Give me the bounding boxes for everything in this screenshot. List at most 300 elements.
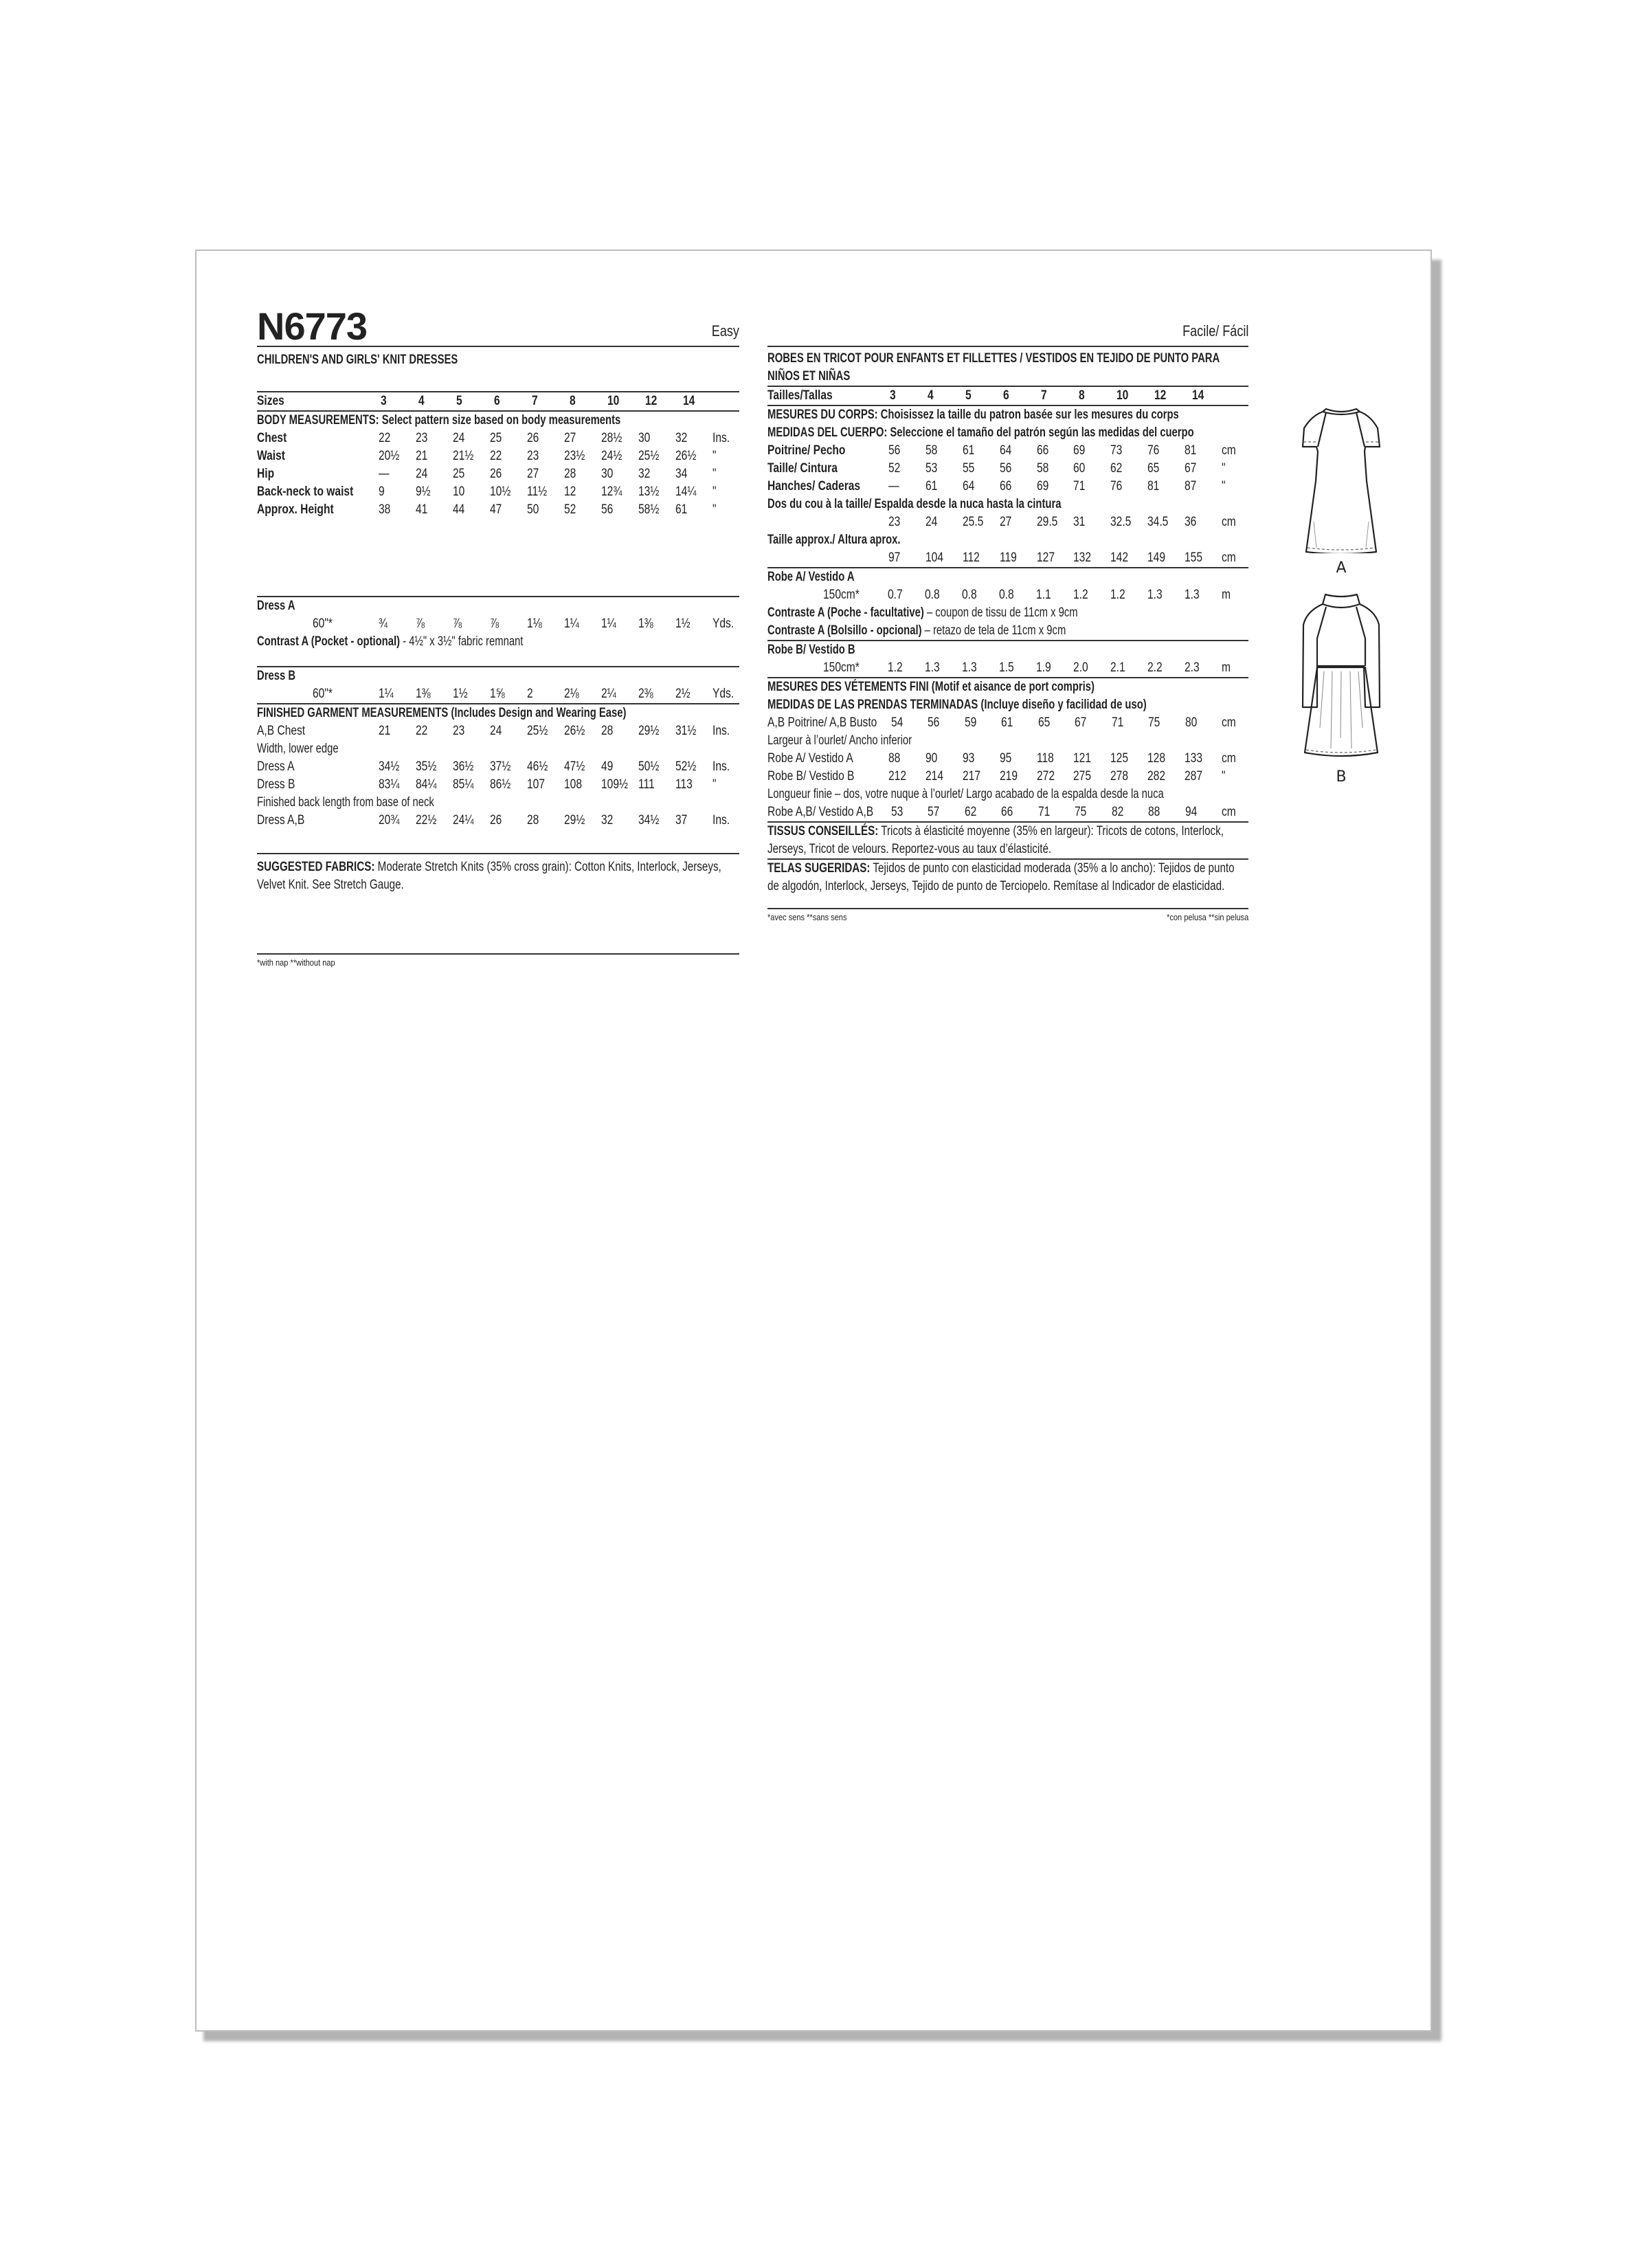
cell: 53 — [891, 805, 904, 819]
cell: 88 — [1148, 805, 1160, 819]
finished-poitrine-row — [767, 714, 1248, 732]
tissus-text: Tricots à élasticité moyenne (35% en largeur): Tricots de cotons, Interlock, Jerseys, Tricot de velours. Reportez-vous au taux d’élasticité. — [767, 824, 1224, 856]
row-label: A,B Chest — [257, 724, 306, 738]
cell: 1⅜ — [638, 616, 653, 631]
finished-heading-fr-bold: MESURES DES VÉTEMENTS FINI — [767, 680, 929, 694]
row-label: Back-neck to waist — [257, 485, 354, 499]
cell: 24 — [926, 515, 938, 529]
cell: 1¼ — [601, 616, 616, 631]
size: 4 — [418, 394, 425, 408]
cell: 80 — [1185, 715, 1197, 730]
finished-heading-es — [767, 696, 1248, 714]
unit: " — [1221, 461, 1226, 476]
unit: cm — [1221, 515, 1236, 529]
cell: 1.3 — [1147, 588, 1163, 602]
cell: 118 — [1036, 751, 1054, 766]
cell: 65 — [1037, 715, 1051, 730]
cell: — — [378, 467, 390, 481]
unit: " — [1221, 479, 1226, 493]
cell: 27 — [999, 515, 1012, 529]
cell: 26 — [489, 813, 502, 827]
cell: 12¾ — [601, 485, 622, 499]
cell: 31 — [1073, 515, 1086, 529]
cell: 86½ — [489, 777, 511, 792]
unit: " — [712, 502, 717, 517]
header-en — [257, 306, 739, 346]
cell: 25 — [452, 467, 465, 481]
cell: 275 — [1073, 769, 1092, 783]
cell: 20½ — [378, 449, 400, 463]
finished-heading-es-bold: MEDIDAS DE LAS PRENDAS TERMINADAS — [767, 698, 978, 712]
size: 10 — [607, 394, 620, 408]
cell: 76 — [1110, 479, 1123, 493]
telas-text: Tejidos de punto con elasticidad moderada (35% a lo ancho): Tejidos de punto de algodón, Interlock, Jerseys, Tejido de punto de Terciopelo. Remítase al Indicador de elasticidad. — [767, 861, 1235, 893]
size: 8 — [570, 394, 576, 408]
row-label: Dress A,B — [257, 813, 305, 827]
cell: — — [888, 479, 899, 493]
cell: 57 — [928, 805, 940, 819]
cell: 0.8 — [961, 588, 977, 602]
cell: 23 — [452, 724, 465, 738]
cell: 62 — [1110, 461, 1123, 476]
cell: 29½ — [563, 813, 585, 827]
cell: 24 — [489, 724, 502, 738]
cell: 55 — [962, 461, 975, 476]
cell: 49 — [601, 759, 614, 774]
cell: 58½ — [638, 502, 660, 517]
dress-b-yardage-row — [257, 685, 739, 703]
cell: ⅞ — [415, 616, 425, 631]
body-heading-fr: MESURES DU CORPS: Choisissez la taille du patron basée sur les mesures du corps — [767, 408, 1179, 422]
cell: 50½ — [638, 759, 660, 774]
cell: 26 — [526, 431, 539, 445]
cell: 20¾ — [378, 813, 400, 827]
cell: 2.3 — [1184, 660, 1200, 675]
cell: 1.2 — [887, 660, 903, 675]
size: 10 — [1117, 388, 1129, 403]
sizes-label: Tailles/Tallas — [767, 388, 833, 403]
cell: 28½ — [601, 431, 622, 445]
row-label: Poitrine/ Pecho — [767, 443, 846, 458]
back-neck-heading-fr-es: Dos du cou à la taille/ Espalda desde la nuca hasta la cintura — [767, 497, 1062, 511]
unit: " — [712, 449, 717, 463]
cell: 1⅜ — [415, 687, 431, 701]
cell: 0.8 — [924, 588, 940, 602]
view-a — [1293, 402, 1389, 577]
cell: 2.2 — [1147, 660, 1163, 675]
row-label: Taille/ Cintura — [767, 461, 838, 476]
view-illustrations — [1293, 402, 1389, 786]
cell: 1.3 — [1184, 588, 1200, 602]
finished-heading-fr — [767, 678, 1248, 696]
sizes-header-row — [257, 392, 739, 410]
cell: 14¼ — [675, 485, 697, 499]
cell: 22 — [378, 431, 391, 445]
cell: 26½ — [675, 449, 697, 463]
cell: 66 — [999, 479, 1012, 493]
cell: 30 — [601, 467, 614, 481]
body-heading-es: MEDIDAS DEL CUERPO: Seleccione el tamaño del patrón según las medidas del cuerpo — [767, 425, 1194, 440]
divider — [767, 346, 1248, 347]
cell: 108 — [563, 777, 582, 792]
cell: 2¼ — [601, 687, 616, 701]
cell: 26½ — [563, 724, 585, 738]
cell: 87 — [1184, 479, 1197, 493]
fabric-width: 150cm* — [822, 588, 860, 602]
cell: 24 — [415, 467, 428, 481]
pattern-envelope-back — [195, 249, 1432, 2032]
cell: 61 — [926, 479, 938, 493]
cell: 12 — [563, 485, 576, 499]
cell: 35½ — [415, 759, 437, 774]
cell: 88 — [888, 751, 901, 766]
pattern-code: N6773 — [257, 304, 368, 348]
unit: Ins. — [712, 813, 730, 827]
cell: 47 — [489, 502, 502, 517]
cell: 93 — [962, 751, 975, 766]
cell: 61 — [1001, 715, 1013, 730]
row-label: A,B Poitrine/ A,B Busto — [767, 715, 877, 730]
contrast-a-note — [257, 633, 739, 651]
body-row-chest — [257, 430, 739, 447]
difficulty-label: Easy — [711, 322, 739, 340]
contrast-label-es: Contraste A (Bolsillo - opcional) — [767, 623, 922, 638]
divider — [767, 908, 1248, 909]
cell: 27 — [563, 431, 576, 445]
tissus-conseilles — [767, 823, 1248, 858]
cell: 84¼ — [415, 777, 437, 792]
size: 7 — [1041, 388, 1047, 403]
cell: 9½ — [415, 485, 431, 499]
cell: 54 — [891, 715, 904, 730]
cell: 28 — [601, 724, 614, 738]
size: 7 — [532, 394, 538, 408]
pattern-title-fr-es: ROBES EN TRICOT POUR ENFANTS ET FILLETTES / VESTIDOS EN TEJIDO DE PUNTO PARA NIÑOS ET NIÑAS — [767, 351, 1220, 383]
cell: 27 — [526, 467, 539, 481]
cell: 56 — [928, 715, 940, 730]
suggested-fabrics-text: Moderate Stretch Knits (35% cross grain): Cotton Knits, Interlock, Jerseys, Velvet Knit. See Stretch Gauge. — [257, 860, 721, 892]
footnote-fr: *avec sens **sans sens — [767, 912, 847, 922]
cell: 127 — [1036, 551, 1055, 565]
unit: cm — [1221, 551, 1236, 565]
difficulty-label-fr-es: Facile/ Fácil — [1182, 322, 1248, 340]
row-label: Waist — [257, 449, 285, 463]
dress-a-heading: Dress A — [257, 599, 295, 613]
cell: ⅞ — [452, 616, 462, 631]
suggested-fabrics-heading: SUGGESTED FABRICS: — [257, 860, 375, 874]
cell: 29.5 — [1036, 515, 1057, 529]
size: 8 — [1079, 388, 1085, 403]
contrast-label-fr: Contraste A (Poche - facultative) — [767, 605, 924, 620]
cell: 1.1 — [1035, 588, 1051, 602]
cell: 282 — [1147, 769, 1166, 783]
cell: 1⅝ — [489, 687, 505, 701]
cell: 66 — [1001, 805, 1013, 819]
size: 4 — [928, 388, 934, 403]
cell: 10 — [452, 485, 465, 499]
cell: 0.8 — [998, 588, 1014, 602]
cell: 214 — [926, 769, 944, 783]
cell: 71 — [1111, 715, 1124, 730]
cell: 2 — [526, 687, 533, 701]
size: 5 — [456, 394, 462, 408]
cell: 2½ — [675, 687, 691, 701]
cell: 29½ — [638, 724, 660, 738]
robe-a-heading: Robe A/ Vestido A — [767, 570, 855, 584]
cell: 82 — [1111, 805, 1124, 819]
cell: 1⅛ — [526, 616, 542, 631]
unit: m — [1221, 660, 1231, 675]
cell: 50 — [526, 502, 539, 517]
cell: 69 — [1073, 443, 1086, 458]
cell: 219 — [999, 769, 1018, 783]
cell: 13½ — [638, 485, 660, 499]
cell: 32 — [675, 431, 688, 445]
unit: m — [1221, 588, 1231, 602]
dress-a-short-sleeve-icon — [1297, 402, 1386, 553]
finished-dress-a-row — [257, 758, 739, 776]
cell: 32.5 — [1110, 515, 1132, 529]
cell: 21 — [415, 449, 428, 463]
contrast-text-fr: – coupon de tissu de 11cm x 9cm — [923, 605, 1078, 620]
cell: 56 — [999, 461, 1012, 476]
row-label: Robe B/ Vestido B — [767, 769, 855, 783]
finished-length-heading: Finished back length from base of neck — [257, 795, 434, 810]
cell: 97 — [888, 551, 901, 565]
cell: 1½ — [675, 616, 691, 631]
cell: 38 — [378, 502, 391, 517]
cell: 34½ — [638, 813, 660, 827]
dress-b-heading: Dress B — [257, 669, 296, 683]
height-heading-fr-es: Taille approx./ Altura aprox. — [767, 533, 901, 547]
tissus-heading: TISSUS CONSEILLÉS: — [767, 824, 879, 838]
cell: 32 — [638, 467, 651, 481]
cell: 65 — [1147, 461, 1160, 476]
row-label: Robe A/ Vestido A — [767, 751, 853, 766]
row-label: Hanches/ Caderas — [767, 479, 861, 493]
cell: 1.5 — [998, 660, 1014, 675]
width-heading-fr-es: Largeur à l’ourlet/ Ancho inferior — [767, 733, 912, 748]
cell: 272 — [1036, 769, 1055, 783]
cell: 67 — [1075, 715, 1087, 730]
cell: 64 — [999, 443, 1012, 458]
cell: 24½ — [601, 449, 622, 463]
cell: 278 — [1110, 769, 1129, 783]
unit: Ins. — [712, 759, 730, 774]
cell: 1.3 — [924, 660, 940, 675]
cell: 32 — [601, 813, 614, 827]
cell: 25½ — [526, 724, 548, 738]
cell: 212 — [888, 769, 907, 783]
view-b-label: B — [1336, 768, 1347, 786]
footnote-es: *con pelusa **sin pelusa — [1166, 912, 1248, 922]
body-row-hanches — [767, 478, 1248, 496]
cell: 112 — [962, 551, 980, 565]
cell: 132 — [1073, 551, 1092, 565]
cell: 24 — [452, 431, 465, 445]
body-row-taille — [767, 460, 1248, 478]
size: 3 — [381, 394, 387, 408]
cell: 37 — [675, 813, 688, 827]
cell: 26 — [489, 467, 502, 481]
cell: ⅞ — [489, 616, 499, 631]
dress-a-yardage-row — [257, 615, 739, 633]
french-spanish-column — [767, 306, 1248, 922]
telas-sugeridas — [767, 860, 1248, 896]
cell: 81 — [1184, 443, 1197, 458]
cell: 11½ — [526, 485, 547, 499]
cell: 2.1 — [1110, 660, 1125, 675]
unit: " — [712, 777, 717, 792]
contrast-note-fr — [767, 604, 1248, 622]
width-lower-edge-heading: Width, lower edge — [257, 742, 339, 756]
body-row-height — [257, 501, 739, 519]
fabric-width: 150cm* — [822, 660, 860, 675]
cell: 128 — [1147, 751, 1166, 766]
cell: 41 — [415, 502, 428, 517]
size: 6 — [1003, 388, 1009, 403]
cell: 30 — [638, 431, 651, 445]
cell: 75 — [1075, 805, 1087, 819]
body-row-waist — [257, 447, 739, 465]
pattern-title: CHILDREN'S AND GIRLS' KNIT DRESSES — [257, 353, 458, 367]
unit: " — [712, 485, 717, 499]
unit: " — [712, 467, 717, 481]
cell: 95 — [999, 751, 1012, 766]
body-measurements-heading: BODY MEASUREMENTS: Select pattern size based on body measurements — [257, 413, 621, 427]
size: 14 — [683, 394, 695, 408]
cell: 52 — [888, 461, 901, 476]
cell: 90 — [926, 751, 938, 766]
cell: 125 — [1110, 751, 1129, 766]
cell: 75 — [1148, 715, 1160, 730]
cell: 1.9 — [1035, 660, 1051, 675]
cell: 64 — [962, 479, 975, 493]
body-row-hip — [257, 465, 739, 483]
cell: 62 — [964, 805, 977, 819]
row-label: Approx. Height — [257, 502, 334, 517]
cell: ¾ — [378, 616, 388, 631]
cell: 31½ — [675, 724, 697, 738]
unit: cm — [1222, 715, 1236, 730]
finished-robe-b-row — [767, 768, 1248, 786]
footnotes-fr-es — [767, 912, 1248, 922]
cell: 61 — [675, 502, 688, 517]
cell: 37½ — [489, 759, 511, 774]
contrast-a-text: - 4½" x 3½" fabric remnant — [400, 634, 524, 649]
finished-robe-a-row — [767, 750, 1248, 768]
size: 12 — [645, 394, 658, 408]
cell: 133 — [1184, 751, 1202, 766]
unit: cm — [1221, 443, 1236, 458]
body-row-poitrine — [767, 442, 1248, 460]
cell: 28 — [526, 813, 539, 827]
header-fr-es — [767, 306, 1248, 346]
unit: Ins. — [712, 431, 730, 445]
size: 14 — [1192, 388, 1204, 403]
cell: 1¼ — [378, 687, 394, 701]
cell: 60 — [1073, 461, 1086, 476]
cell: 36½ — [452, 759, 474, 774]
length-heading-fr-es: Longueur finie – dos, votre nuque à l’ourlet/ Largo acabado de la espalda desde la nuca — [767, 787, 1164, 801]
fabric-width: 60"* — [312, 616, 333, 631]
cell: 81 — [1147, 479, 1160, 493]
cell: 107 — [526, 777, 545, 792]
cell: 287 — [1184, 769, 1202, 783]
cell: 23 — [526, 449, 539, 463]
finished-measurements-heading: FINISHED GARMENT MEASUREMENTS (Includes Design and Wearing Ease) — [257, 706, 627, 720]
cell: 2⅜ — [638, 687, 653, 701]
english-column — [257, 306, 739, 968]
divider — [257, 953, 739, 955]
cell: 1.2 — [1110, 588, 1125, 602]
unit: Yds. — [712, 687, 734, 701]
footnote-en: *with nap **without nap — [257, 957, 335, 968]
contrast-note-es — [767, 622, 1248, 640]
cell: 34.5 — [1147, 515, 1169, 529]
cell: 56 — [888, 443, 901, 458]
cell: 61 — [962, 443, 975, 458]
cell: 56 — [601, 502, 614, 517]
size: 12 — [1154, 388, 1167, 403]
row-label: Chest — [257, 431, 287, 445]
unit: Ins. — [712, 724, 730, 738]
cell: 25½ — [638, 449, 660, 463]
cell: 2⅛ — [563, 687, 579, 701]
cell: 104 — [926, 551, 944, 565]
cell: 155 — [1184, 551, 1202, 565]
cell: 111 — [638, 777, 655, 792]
cell: 0.7 — [887, 588, 903, 602]
cell: 22 — [489, 449, 502, 463]
cell: 1½ — [452, 687, 468, 701]
finished-dress-b-row — [257, 776, 739, 794]
cell: 66 — [1036, 443, 1048, 458]
cell: 113 — [675, 777, 693, 792]
cell: 24¼ — [452, 813, 474, 827]
finished-chest-row — [257, 722, 739, 740]
cell: 22 — [415, 724, 428, 738]
cell: 46½ — [526, 759, 548, 774]
cell: 44 — [452, 502, 465, 517]
cell: 73 — [1110, 443, 1123, 458]
cell: 85¼ — [452, 777, 474, 792]
cell: 22½ — [415, 813, 437, 827]
cell: 2.0 — [1073, 660, 1088, 675]
cell: 1¼ — [563, 616, 579, 631]
telas-heading: TELAS SUGERIDAS: — [767, 861, 871, 876]
cell: 109½ — [601, 777, 628, 792]
finished-robe-ab-row — [767, 803, 1248, 821]
view-b — [1293, 590, 1389, 786]
contrast-a-label: Contrast A (Pocket - optional) — [257, 634, 401, 649]
cell: 142 — [1110, 551, 1129, 565]
contrast-text-es: – retazo de tela de 11cm x 9cm — [921, 623, 1066, 638]
cell: 21½ — [452, 449, 474, 463]
row-label: Robe A,B/ Vestido A,B — [767, 805, 874, 819]
body-row-back-neck — [257, 483, 739, 501]
robe-a-yardage-row — [767, 586, 1248, 604]
cell: 9 — [378, 485, 385, 499]
cell: 149 — [1147, 551, 1166, 565]
cell: 47½ — [563, 759, 585, 774]
size: 3 — [890, 388, 896, 403]
robe-b-yardage-row — [767, 659, 1248, 677]
finished-heading-es-rest: (Incluye diseño y facilidad de uso) — [978, 698, 1147, 712]
cell: 67 — [1184, 461, 1197, 476]
cell: 58 — [926, 443, 938, 458]
dress-b-long-sleeve-icon — [1297, 590, 1386, 762]
